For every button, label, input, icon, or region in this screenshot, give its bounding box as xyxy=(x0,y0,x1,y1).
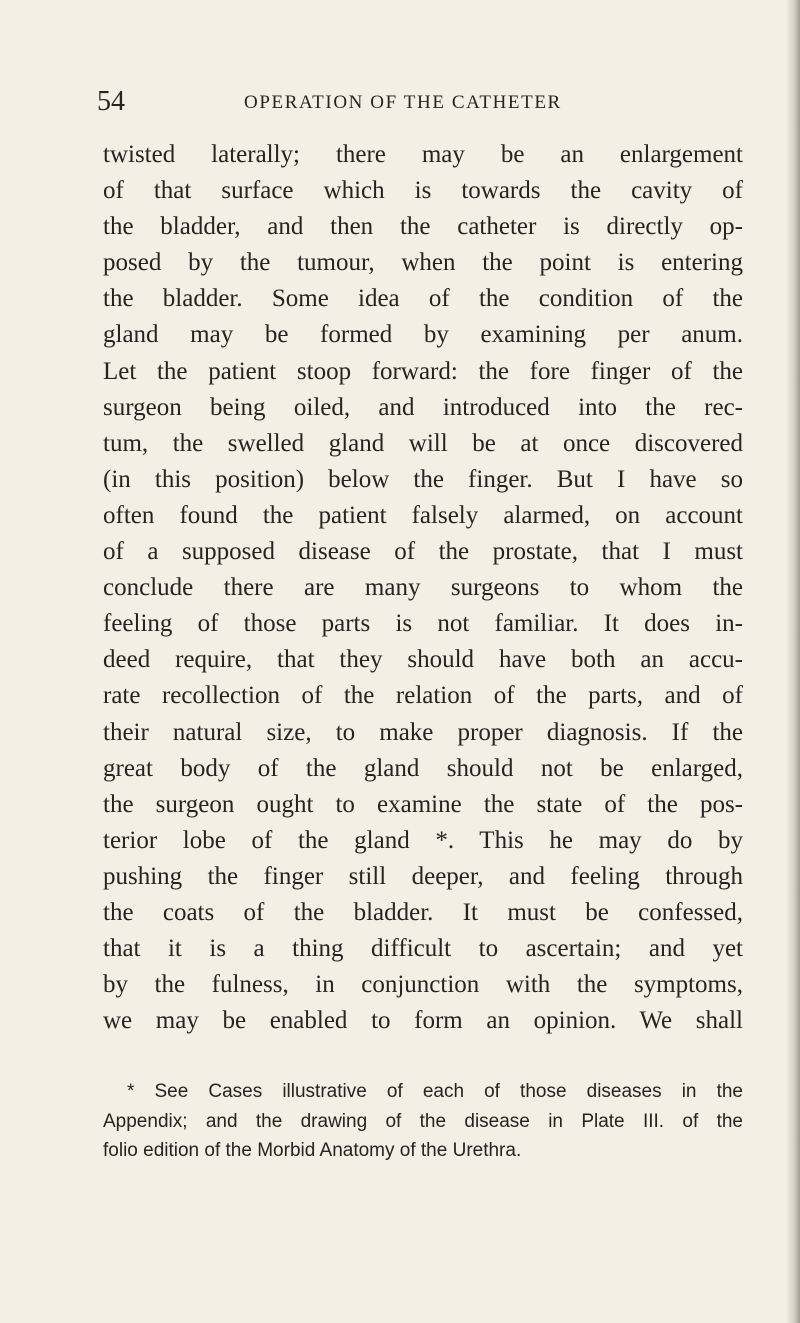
text-line: great body of the gland should not be enlarged, xyxy=(103,754,743,782)
body-text xyxy=(103,137,743,1039)
page-edge-shadow xyxy=(786,0,800,1323)
text-line: the bladder. Some idea of the condition of the xyxy=(103,285,743,313)
text-line: of a supposed disease of the prostate, that I must xyxy=(103,538,743,566)
footnote xyxy=(103,1077,743,1166)
text-line: by the fulness, in conjunction with the symptoms, xyxy=(103,971,743,999)
text-line: of that surface which is towards the cavity of xyxy=(103,177,743,205)
text-line: gland may be formed by examining per anum. xyxy=(103,321,743,349)
running-title: OPERATION OF THE CATHETER xyxy=(244,92,562,113)
text-line: posed by the tumour, when the point is entering xyxy=(103,249,743,277)
text-line: Let the patient stoop forward: the fore finger of the xyxy=(103,357,743,385)
footnote-line: * See Cases illustrative of each of those diseases in the xyxy=(127,1081,743,1102)
footnote-line: Appendix; and the drawing of the disease in Plate III. of the xyxy=(103,1110,743,1132)
text-line: conclude there are many surgeons to whom the xyxy=(103,574,743,602)
page-header xyxy=(97,88,737,122)
text-line: terior lobe of the gland *. This he may do by xyxy=(103,826,743,854)
page-number: 54 xyxy=(97,86,125,117)
text-line: the coats of the bladder. It must be confessed, xyxy=(103,898,743,926)
text-line: deed require, that they should have both an accu- xyxy=(103,646,743,674)
text-line: tum, the swelled gland will be at once discovered xyxy=(103,429,743,457)
text-line: that it is a thing difficult to ascertain; and yet xyxy=(103,935,743,963)
text-line: feeling of those parts is not familiar. It does in- xyxy=(103,610,743,638)
text-line: twisted laterally; there may be an enlargement xyxy=(103,141,743,168)
text-line: pushing the finger still deeper, and feeling through xyxy=(103,862,743,890)
text-line: often found the patient falsely alarmed, on account xyxy=(103,501,743,529)
text-line: the bladder, and then the catheter is directly op- xyxy=(103,213,743,241)
text-line: we may be enabled to form an opinion. We shall xyxy=(103,1007,743,1035)
text-line: (in this position) below the finger. But I have so xyxy=(103,465,743,493)
text-line: surgeon being oiled, and introduced into the rec- xyxy=(103,393,743,421)
text-line: rate recollection of the relation of the parts, and of xyxy=(103,682,743,710)
text-line: their natural size, to make proper diagnosis. If the xyxy=(103,718,743,746)
footnote-line: folio edition of the Morbid Anatomy of the Urethra. xyxy=(103,1140,522,1161)
text-line: the surgeon ought to examine the state of the pos- xyxy=(103,790,743,818)
